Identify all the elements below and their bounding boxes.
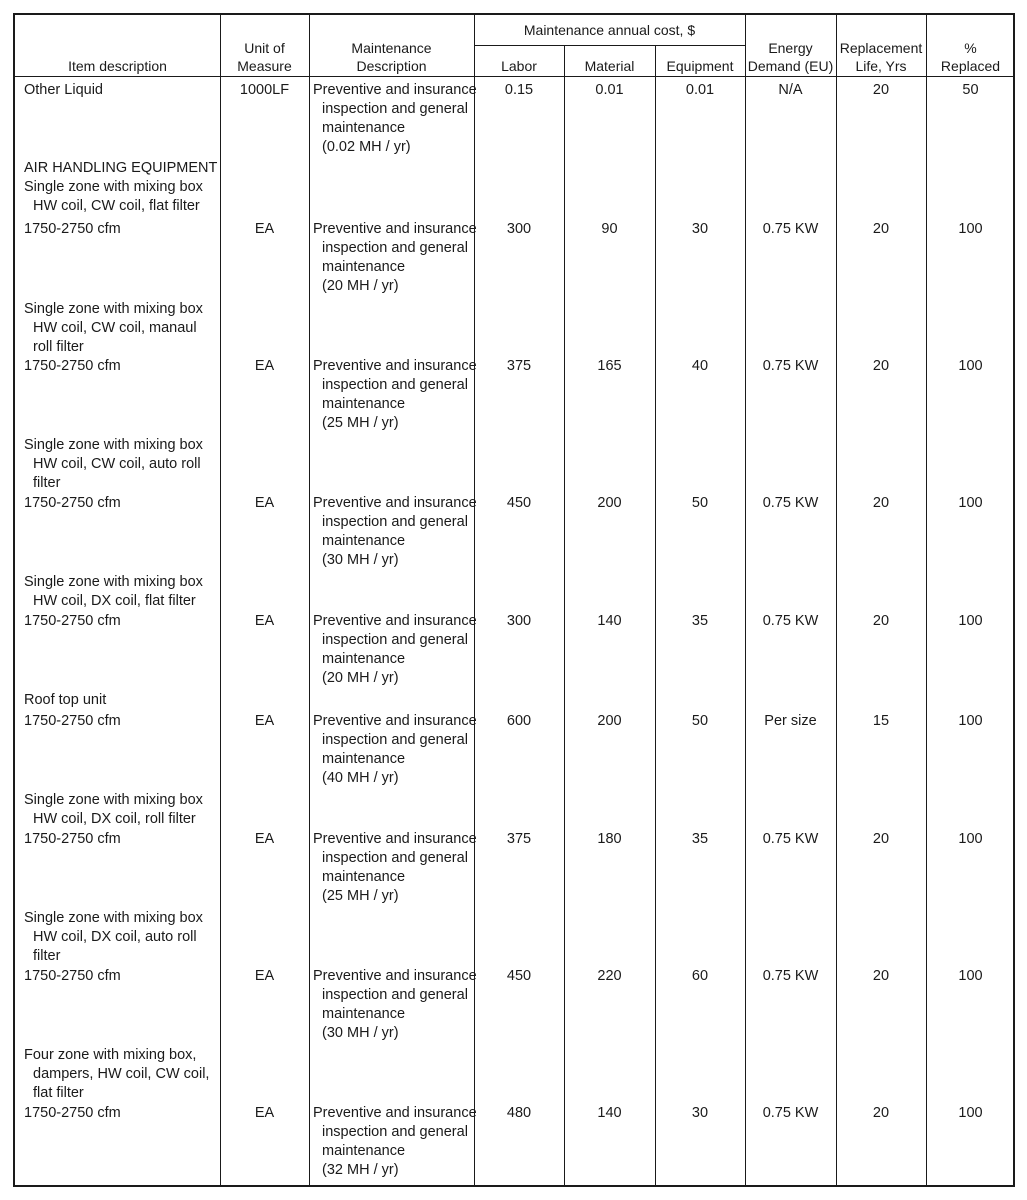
column-divider <box>926 15 927 1185</box>
item-description: HW coil, DX coil, auto roll <box>33 929 197 945</box>
maint-line: (25 MH / yr) <box>322 888 399 904</box>
header-material: Material <box>584 58 635 74</box>
maint-line: inspection and general <box>322 514 468 530</box>
unit-of-measure: EA <box>254 613 275 629</box>
item-description: Single zone with mixing box <box>24 179 203 195</box>
equipment-cost: 30 <box>691 1105 709 1121</box>
maintenance-description <box>313 612 477 688</box>
maint-line: inspection and general <box>322 632 468 648</box>
maint-line: maintenance <box>322 1143 406 1159</box>
maint-line: inspection and general <box>322 850 468 866</box>
item-description: HW coil, CW coil, auto roll <box>33 456 201 472</box>
header-replaced-line2: Replaced <box>940 58 1001 74</box>
item-capacity: 1750-2750 cfm <box>24 1105 121 1121</box>
unit-of-measure: 1000LF <box>239 82 290 98</box>
percent-replaced: 50 <box>962 82 979 98</box>
maint-line: maintenance <box>322 751 406 767</box>
replacement-life: 20 <box>872 221 890 237</box>
maintenance-description <box>313 494 477 570</box>
maint-line: maintenance <box>322 120 406 136</box>
maint-line: (0.02 MH / yr) <box>322 139 411 155</box>
item-description: Single zone with mixing box <box>24 792 203 808</box>
equipment-cost: 60 <box>691 968 709 984</box>
labor-cost: 480 <box>506 1105 532 1121</box>
material-cost: 140 <box>597 1105 622 1121</box>
header-item-description: Item description <box>68 58 167 74</box>
replacement-life: 20 <box>872 831 890 847</box>
energy-demand: 0.75 KW <box>762 831 819 847</box>
header-life-line2: Life, Yrs <box>855 58 907 74</box>
replacement-life: 20 <box>872 613 890 629</box>
equipment-cost: 50 <box>691 495 709 511</box>
energy-demand: 0.75 KW <box>762 358 819 374</box>
item-capacity: 1750-2750 cfm <box>24 495 121 511</box>
header-unit-line2: Measure <box>237 58 292 74</box>
maintenance-description <box>313 967 477 1043</box>
maint-line: Preventive and insurance <box>313 713 477 729</box>
item-description: Roof top unit <box>24 692 107 708</box>
percent-replaced: 100 <box>958 613 983 629</box>
maint-line: (25 MH / yr) <box>322 415 399 431</box>
labor-cost: 0.15 <box>504 82 534 98</box>
maint-line: Preventive and insurance <box>313 968 477 984</box>
equipment-cost: 50 <box>691 713 709 729</box>
maint-line: inspection and general <box>322 377 468 393</box>
header-bottom-rule <box>15 76 1013 77</box>
item-description: HW coil, CW coil, manaul <box>33 320 197 336</box>
column-divider <box>220 15 221 1185</box>
maint-line: Preventive and insurance <box>313 613 477 629</box>
energy-demand: 0.75 KW <box>762 221 819 237</box>
maint-line: (30 MH / yr) <box>322 552 399 568</box>
replacement-life: 15 <box>872 713 890 729</box>
maint-line: maintenance <box>322 651 406 667</box>
unit-of-measure: EA <box>254 1105 275 1121</box>
replacement-life: 20 <box>872 1105 890 1121</box>
equipment-cost: 35 <box>691 613 709 629</box>
maint-line: (30 MH / yr) <box>322 1025 399 1041</box>
item-description: roll filter <box>33 339 84 355</box>
maint-line: maintenance <box>322 259 406 275</box>
maintenance-description <box>313 220 477 296</box>
column-divider <box>836 15 837 1185</box>
item-description: Single zone with mixing box <box>24 910 203 926</box>
item-capacity: 1750-2750 cfm <box>24 613 121 629</box>
item-description: flat filter <box>33 1085 84 1101</box>
energy-demand: 0.75 KW <box>762 495 819 511</box>
header-energy-line1: Energy <box>768 40 813 56</box>
item-description: filter <box>33 475 61 491</box>
percent-replaced: 100 <box>958 358 983 374</box>
maint-line: Preventive and insurance <box>313 831 477 847</box>
material-cost: 165 <box>597 358 622 374</box>
material-cost: 140 <box>597 613 622 629</box>
maint-line: (20 MH / yr) <box>322 670 399 686</box>
labor-cost: 450 <box>506 495 532 511</box>
item-description: HW coil, DX coil, flat filter <box>33 593 196 609</box>
percent-replaced: 100 <box>958 831 983 847</box>
section-heading: AIR HANDLING EQUIPMENT <box>24 160 218 176</box>
maint-line: inspection and general <box>322 240 468 256</box>
maintenance-description <box>313 81 477 157</box>
labor-cost: 375 <box>506 358 532 374</box>
header-equipment: Equipment <box>666 58 734 74</box>
maint-line: maintenance <box>322 396 406 412</box>
material-cost: 90 <box>601 221 618 237</box>
percent-replaced: 100 <box>958 713 983 729</box>
item-description: Single zone with mixing box <box>24 301 203 317</box>
maint-line: maintenance <box>322 869 406 885</box>
replacement-life: 20 <box>872 968 890 984</box>
item-description: Single zone with mixing box <box>24 574 203 590</box>
labor-cost: 300 <box>506 221 532 237</box>
column-divider <box>309 15 310 1185</box>
maint-line: maintenance <box>322 1006 406 1022</box>
item-description: filter <box>33 948 61 964</box>
header-energy-line2: Demand (EU) <box>747 58 834 74</box>
maint-line: inspection and general <box>322 101 468 117</box>
percent-replaced: 100 <box>958 1105 983 1121</box>
item-capacity: 1750-2750 cfm <box>24 713 121 729</box>
material-cost: 200 <box>597 713 622 729</box>
equipment-cost: 0.01 <box>685 82 715 98</box>
unit-of-measure: EA <box>254 221 275 237</box>
header-maint-desc-line2: Description <box>356 58 427 74</box>
unit-of-measure: EA <box>254 358 275 374</box>
maintenance-description <box>313 830 477 906</box>
item-description: Other Liquid <box>24 82 103 98</box>
equipment-cost: 40 <box>691 358 709 374</box>
maint-line: maintenance <box>322 533 406 549</box>
maint-line: Preventive and insurance <box>313 495 477 511</box>
maint-line: (32 MH / yr) <box>322 1162 399 1178</box>
maint-line: Preventive and insurance <box>313 221 477 237</box>
maint-line: inspection and general <box>322 987 468 1003</box>
energy-demand: 0.75 KW <box>762 1105 819 1121</box>
maintenance-cost-table <box>13 13 1015 1187</box>
header-labor: Labor <box>501 58 537 74</box>
labor-cost: 450 <box>506 968 532 984</box>
item-capacity: 1750-2750 cfm <box>24 358 121 374</box>
item-description: dampers, HW coil, CW coil, <box>33 1066 210 1082</box>
header-maint-desc-line1: Maintenance <box>351 40 432 56</box>
energy-demand: 0.75 KW <box>762 613 819 629</box>
percent-replaced: 100 <box>958 495 983 511</box>
labor-cost: 600 <box>506 713 532 729</box>
item-capacity: 1750-2750 cfm <box>24 221 121 237</box>
maint-line: Preventive and insurance <box>313 358 477 374</box>
header-replaced-line1: % <box>964 40 977 56</box>
labor-cost: 300 <box>506 613 532 629</box>
maint-line: inspection and general <box>322 1124 468 1140</box>
percent-replaced: 100 <box>958 968 983 984</box>
unit-of-measure: EA <box>254 713 275 729</box>
column-divider <box>745 15 746 1185</box>
equipment-cost: 35 <box>691 831 709 847</box>
item-description: Four zone with mixing box, <box>24 1047 197 1063</box>
header-life-line1: Replacement <box>839 40 923 56</box>
labor-cost: 375 <box>506 831 532 847</box>
maint-line: (40 MH / yr) <box>322 770 399 786</box>
unit-of-measure: EA <box>254 968 275 984</box>
maint-line: Preventive and insurance <box>313 82 477 98</box>
item-description: Single zone with mixing box <box>24 437 203 453</box>
energy-demand: N/A <box>778 82 803 98</box>
header-unit-line1: Unit of <box>244 40 285 56</box>
item-description: HW coil, DX coil, roll filter <box>33 811 196 827</box>
item-capacity: 1750-2750 cfm <box>24 968 121 984</box>
material-cost: 220 <box>597 968 622 984</box>
unit-of-measure: EA <box>254 831 275 847</box>
equipment-cost: 30 <box>691 221 709 237</box>
replacement-life: 20 <box>872 495 890 511</box>
percent-replaced: 100 <box>958 221 983 237</box>
energy-demand: Per size <box>764 713 817 729</box>
maint-line: (20 MH / yr) <box>322 278 399 294</box>
material-cost: 0.01 <box>595 82 624 98</box>
replacement-life: 20 <box>872 358 890 374</box>
maintenance-description <box>313 1104 477 1180</box>
header-divider <box>474 45 745 46</box>
energy-demand: 0.75 KW <box>762 968 819 984</box>
header-annual-cost: Maintenance annual cost, $ <box>523 22 696 38</box>
item-description: HW coil, CW coil, flat filter <box>33 198 200 214</box>
maint-line: Preventive and insurance <box>313 1105 477 1121</box>
replacement-life: 20 <box>872 82 890 98</box>
material-cost: 200 <box>597 495 622 511</box>
item-capacity: 1750-2750 cfm <box>24 831 121 847</box>
unit-of-measure: EA <box>254 495 275 511</box>
maint-line: inspection and general <box>322 732 468 748</box>
maintenance-description <box>313 357 477 433</box>
material-cost: 180 <box>597 831 622 847</box>
maintenance-description <box>313 712 477 788</box>
